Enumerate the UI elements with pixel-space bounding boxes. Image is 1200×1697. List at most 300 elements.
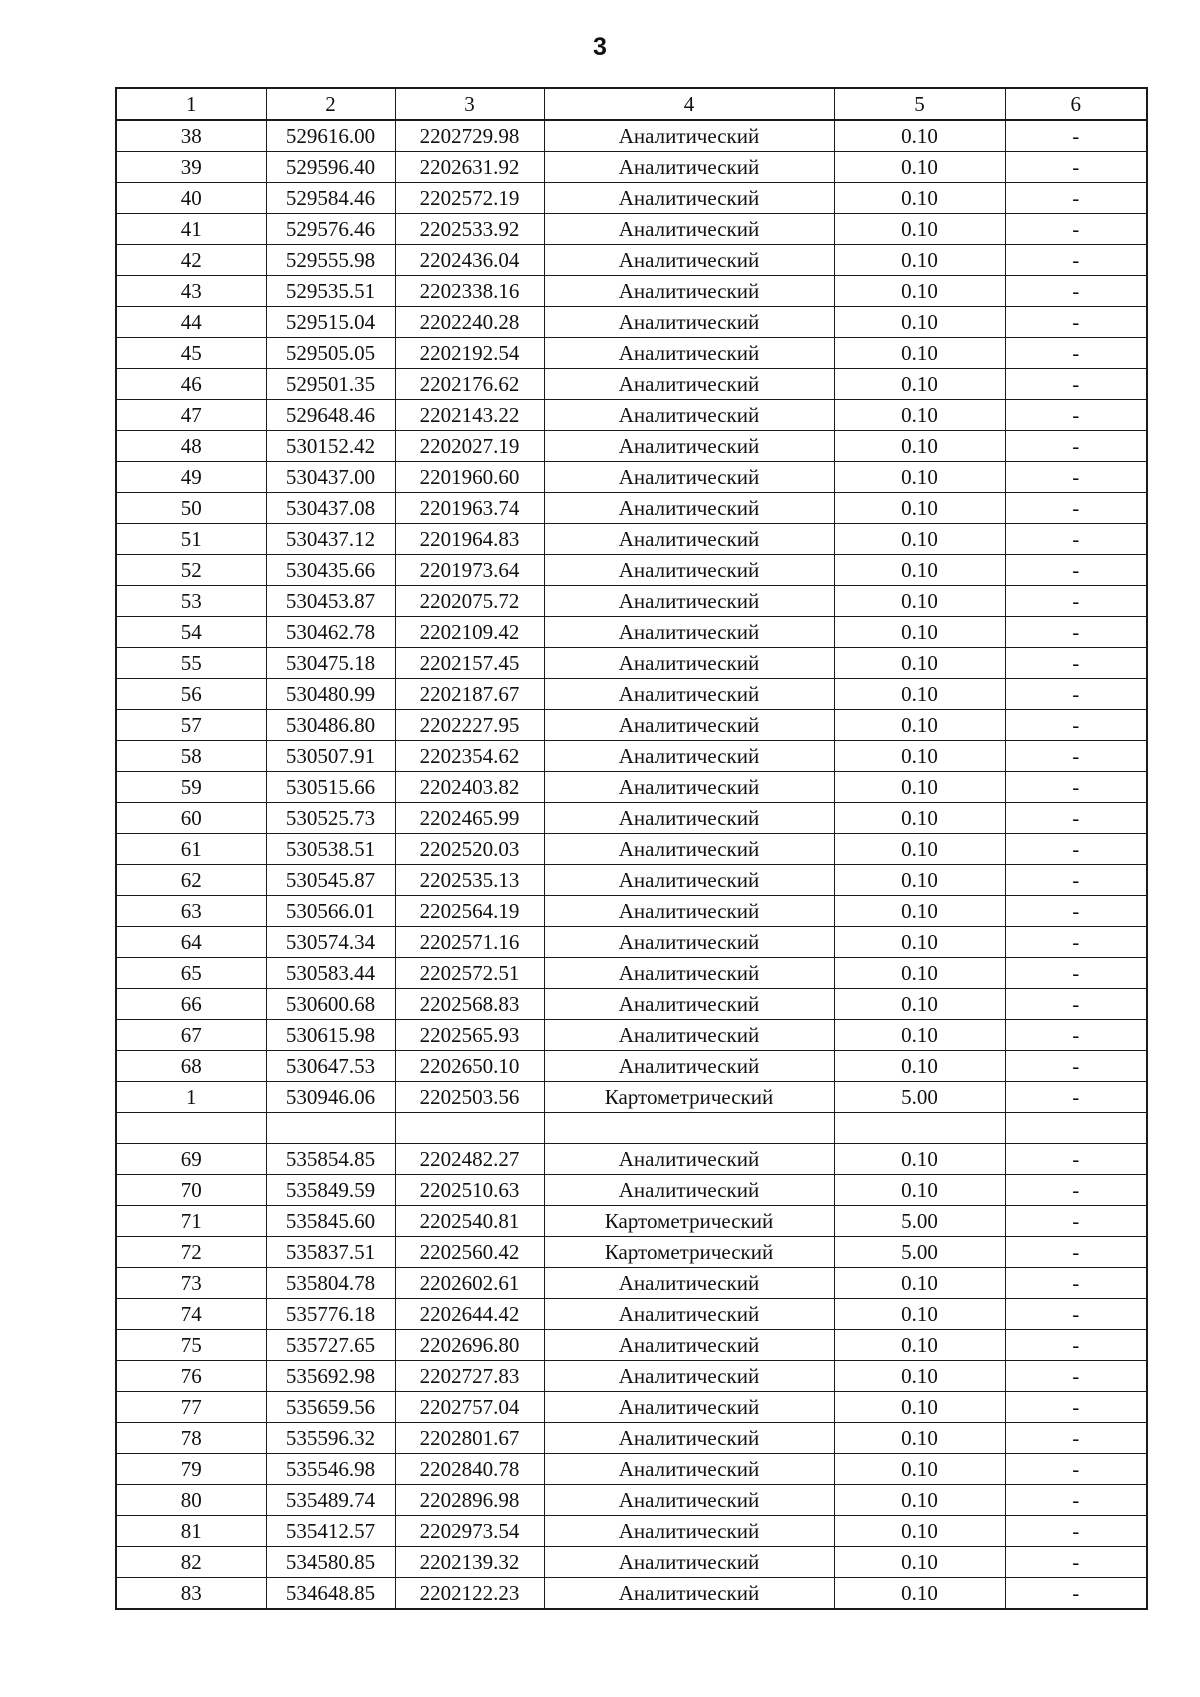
y-coordinate-cell: 2201964.83 bbox=[395, 524, 544, 555]
method-cell: Аналитический bbox=[544, 245, 834, 276]
table-row bbox=[116, 617, 1147, 648]
y-coordinate-cell: 2202143.22 bbox=[395, 400, 544, 431]
note-cell: - bbox=[1005, 958, 1147, 989]
point-number-cell: 60 bbox=[116, 803, 266, 834]
note-cell: - bbox=[1005, 1578, 1147, 1610]
column-header: 3 bbox=[395, 88, 544, 120]
table-row bbox=[116, 586, 1147, 617]
y-coordinate-cell: 2202338.16 bbox=[395, 276, 544, 307]
point-number-cell: 58 bbox=[116, 741, 266, 772]
point-number-cell: 64 bbox=[116, 927, 266, 958]
table-row bbox=[116, 896, 1147, 927]
point-number-cell: 75 bbox=[116, 1330, 266, 1361]
x-coordinate-cell: 534648.85 bbox=[266, 1578, 395, 1610]
accuracy-cell: 0.10 bbox=[834, 1175, 1005, 1206]
accuracy-cell: 0.10 bbox=[834, 741, 1005, 772]
accuracy-cell: 0.10 bbox=[834, 120, 1005, 152]
x-coordinate-cell: 535837.51 bbox=[266, 1237, 395, 1268]
table-row bbox=[116, 1485, 1147, 1516]
table-row bbox=[116, 245, 1147, 276]
accuracy-cell: 0.10 bbox=[834, 1144, 1005, 1175]
accuracy-cell bbox=[834, 1113, 1005, 1144]
table-row bbox=[116, 214, 1147, 245]
point-number-cell: 81 bbox=[116, 1516, 266, 1547]
note-cell: - bbox=[1005, 803, 1147, 834]
table-row bbox=[116, 1237, 1147, 1268]
y-coordinate-cell bbox=[395, 1113, 544, 1144]
x-coordinate-cell bbox=[266, 1113, 395, 1144]
x-coordinate-cell: 535489.74 bbox=[266, 1485, 395, 1516]
method-cell: Аналитический bbox=[544, 896, 834, 927]
x-coordinate-cell: 530600.68 bbox=[266, 989, 395, 1020]
method-cell: Аналитический bbox=[544, 865, 834, 896]
accuracy-cell: 0.10 bbox=[834, 431, 1005, 462]
table-row bbox=[116, 1144, 1147, 1175]
method-cell: Аналитический bbox=[544, 555, 834, 586]
point-number-cell: 63 bbox=[116, 896, 266, 927]
point-number-cell: 80 bbox=[116, 1485, 266, 1516]
method-cell: Аналитический bbox=[544, 1330, 834, 1361]
column-header: 6 bbox=[1005, 88, 1147, 120]
note-cell: - bbox=[1005, 834, 1147, 865]
x-coordinate-cell: 535659.56 bbox=[266, 1392, 395, 1423]
accuracy-cell: 0.10 bbox=[834, 400, 1005, 431]
x-coordinate-cell: 530437.00 bbox=[266, 462, 395, 493]
method-cell: Аналитический bbox=[544, 1361, 834, 1392]
point-number-cell: 72 bbox=[116, 1237, 266, 1268]
note-cell: - bbox=[1005, 1268, 1147, 1299]
table-row bbox=[116, 1423, 1147, 1454]
table-row bbox=[116, 338, 1147, 369]
column-header: 1 bbox=[116, 88, 266, 120]
accuracy-cell: 5.00 bbox=[834, 1082, 1005, 1113]
point-number-cell: 73 bbox=[116, 1268, 266, 1299]
x-coordinate-cell: 530515.66 bbox=[266, 772, 395, 803]
note-cell: - bbox=[1005, 679, 1147, 710]
table-row bbox=[116, 834, 1147, 865]
note-cell: - bbox=[1005, 927, 1147, 958]
note-cell: - bbox=[1005, 493, 1147, 524]
y-coordinate-cell: 2202650.10 bbox=[395, 1051, 544, 1082]
x-coordinate-cell: 530435.66 bbox=[266, 555, 395, 586]
point-number-cell: 38 bbox=[116, 120, 266, 152]
table-row bbox=[116, 369, 1147, 400]
y-coordinate-cell: 2202729.98 bbox=[395, 120, 544, 152]
table-header-row bbox=[116, 88, 1147, 120]
y-coordinate-cell: 2202727.83 bbox=[395, 1361, 544, 1392]
method-cell: Аналитический bbox=[544, 1423, 834, 1454]
y-coordinate-cell: 2202240.28 bbox=[395, 307, 544, 338]
accuracy-cell: 0.10 bbox=[834, 1020, 1005, 1051]
note-cell: - bbox=[1005, 1237, 1147, 1268]
method-cell: Аналитический bbox=[544, 803, 834, 834]
y-coordinate-cell: 2202540.81 bbox=[395, 1206, 544, 1237]
note-cell: - bbox=[1005, 1330, 1147, 1361]
point-number-cell: 53 bbox=[116, 586, 266, 617]
y-coordinate-cell: 2202896.98 bbox=[395, 1485, 544, 1516]
x-coordinate-cell: 530647.53 bbox=[266, 1051, 395, 1082]
method-cell: Аналитический bbox=[544, 1547, 834, 1578]
note-cell: - bbox=[1005, 214, 1147, 245]
method-cell: Аналитический bbox=[544, 338, 834, 369]
method-cell: Аналитический bbox=[544, 307, 834, 338]
accuracy-cell: 0.10 bbox=[834, 1330, 1005, 1361]
x-coordinate-cell: 530453.87 bbox=[266, 586, 395, 617]
table-row bbox=[116, 1020, 1147, 1051]
y-coordinate-cell: 2202157.45 bbox=[395, 648, 544, 679]
note-cell: - bbox=[1005, 276, 1147, 307]
note-cell: - bbox=[1005, 1361, 1147, 1392]
table-row bbox=[116, 679, 1147, 710]
accuracy-cell: 0.10 bbox=[834, 183, 1005, 214]
method-cell: Аналитический bbox=[544, 431, 834, 462]
note-cell: - bbox=[1005, 1454, 1147, 1485]
y-coordinate-cell: 2202757.04 bbox=[395, 1392, 544, 1423]
x-coordinate-cell: 535727.65 bbox=[266, 1330, 395, 1361]
point-number-cell: 70 bbox=[116, 1175, 266, 1206]
x-coordinate-cell: 529505.05 bbox=[266, 338, 395, 369]
note-cell: - bbox=[1005, 400, 1147, 431]
accuracy-cell: 0.10 bbox=[834, 1392, 1005, 1423]
table-row bbox=[116, 183, 1147, 214]
y-coordinate-cell: 2202139.32 bbox=[395, 1547, 544, 1578]
method-cell: Аналитический bbox=[544, 834, 834, 865]
point-number-cell: 42 bbox=[116, 245, 266, 276]
accuracy-cell: 0.10 bbox=[834, 493, 1005, 524]
table-row bbox=[116, 710, 1147, 741]
y-coordinate-cell: 2202482.27 bbox=[395, 1144, 544, 1175]
note-cell: - bbox=[1005, 462, 1147, 493]
table-row bbox=[116, 431, 1147, 462]
table-row bbox=[116, 803, 1147, 834]
point-number-cell: 69 bbox=[116, 1144, 266, 1175]
accuracy-cell: 0.10 bbox=[834, 1361, 1005, 1392]
y-coordinate-cell: 2202840.78 bbox=[395, 1454, 544, 1485]
accuracy-cell: 0.10 bbox=[834, 462, 1005, 493]
accuracy-cell: 0.10 bbox=[834, 772, 1005, 803]
y-coordinate-cell: 2202571.16 bbox=[395, 927, 544, 958]
point-number-cell: 56 bbox=[116, 679, 266, 710]
method-cell: Аналитический bbox=[544, 400, 834, 431]
method-cell: Аналитический bbox=[544, 648, 834, 679]
x-coordinate-cell: 529535.51 bbox=[266, 276, 395, 307]
note-cell: - bbox=[1005, 245, 1147, 276]
x-coordinate-cell: 529616.00 bbox=[266, 120, 395, 152]
column-header: 2 bbox=[266, 88, 395, 120]
accuracy-cell: 0.10 bbox=[834, 896, 1005, 927]
point-number-cell: 57 bbox=[116, 710, 266, 741]
note-cell: - bbox=[1005, 741, 1147, 772]
table-row bbox=[116, 1268, 1147, 1299]
point-number-cell: 54 bbox=[116, 617, 266, 648]
table-row bbox=[116, 1547, 1147, 1578]
y-coordinate-cell: 2201960.60 bbox=[395, 462, 544, 493]
table-row bbox=[116, 1082, 1147, 1113]
y-coordinate-cell: 2202465.99 bbox=[395, 803, 544, 834]
table-row bbox=[116, 958, 1147, 989]
point-number-cell: 67 bbox=[116, 1020, 266, 1051]
y-coordinate-cell: 2202109.42 bbox=[395, 617, 544, 648]
table-row bbox=[116, 493, 1147, 524]
method-cell: Аналитический bbox=[544, 524, 834, 555]
point-number-cell: 46 bbox=[116, 369, 266, 400]
accuracy-cell: 0.10 bbox=[834, 989, 1005, 1020]
table-row bbox=[116, 1113, 1147, 1144]
accuracy-cell: 0.10 bbox=[834, 369, 1005, 400]
method-cell: Аналитический bbox=[544, 1392, 834, 1423]
point-number-cell: 76 bbox=[116, 1361, 266, 1392]
method-cell: Аналитический bbox=[544, 1299, 834, 1330]
note-cell: - bbox=[1005, 1485, 1147, 1516]
y-coordinate-cell: 2202122.23 bbox=[395, 1578, 544, 1610]
note-cell: - bbox=[1005, 1206, 1147, 1237]
note-cell: - bbox=[1005, 1144, 1147, 1175]
table-row bbox=[116, 307, 1147, 338]
y-coordinate-cell: 2201973.64 bbox=[395, 555, 544, 586]
y-coordinate-cell: 2202568.83 bbox=[395, 989, 544, 1020]
method-cell: Аналитический bbox=[544, 1020, 834, 1051]
accuracy-cell: 0.10 bbox=[834, 307, 1005, 338]
method-cell: Аналитический bbox=[544, 1144, 834, 1175]
x-coordinate-cell: 535412.57 bbox=[266, 1516, 395, 1547]
note-cell: - bbox=[1005, 183, 1147, 214]
table-row bbox=[116, 1361, 1147, 1392]
accuracy-cell: 0.10 bbox=[834, 1547, 1005, 1578]
accuracy-cell: 0.10 bbox=[834, 214, 1005, 245]
note-cell: - bbox=[1005, 710, 1147, 741]
accuracy-cell: 0.10 bbox=[834, 524, 1005, 555]
y-coordinate-cell: 2202436.04 bbox=[395, 245, 544, 276]
point-number-cell: 79 bbox=[116, 1454, 266, 1485]
x-coordinate-cell: 530525.73 bbox=[266, 803, 395, 834]
table-row bbox=[116, 152, 1147, 183]
method-cell: Картометрический bbox=[544, 1237, 834, 1268]
x-coordinate-cell: 529648.46 bbox=[266, 400, 395, 431]
note-cell: - bbox=[1005, 648, 1147, 679]
accuracy-cell: 0.10 bbox=[834, 1578, 1005, 1610]
y-coordinate-cell: 2202644.42 bbox=[395, 1299, 544, 1330]
table-row bbox=[116, 741, 1147, 772]
method-cell: Аналитический bbox=[544, 120, 834, 152]
accuracy-cell: 0.10 bbox=[834, 1051, 1005, 1082]
note-cell: - bbox=[1005, 586, 1147, 617]
note-cell bbox=[1005, 1113, 1147, 1144]
method-cell: Аналитический bbox=[544, 462, 834, 493]
method-cell: Картометрический bbox=[544, 1206, 834, 1237]
x-coordinate-cell: 530462.78 bbox=[266, 617, 395, 648]
note-cell: - bbox=[1005, 524, 1147, 555]
y-coordinate-cell: 2202403.82 bbox=[395, 772, 544, 803]
point-number-cell: 65 bbox=[116, 958, 266, 989]
page-number: 3 bbox=[593, 33, 607, 61]
method-cell bbox=[544, 1113, 834, 1144]
x-coordinate-cell: 530566.01 bbox=[266, 896, 395, 927]
x-coordinate-cell: 535849.59 bbox=[266, 1175, 395, 1206]
point-number-cell: 44 bbox=[116, 307, 266, 338]
x-coordinate-cell: 530507.91 bbox=[266, 741, 395, 772]
x-coordinate-cell: 534580.85 bbox=[266, 1547, 395, 1578]
x-coordinate-cell: 529584.46 bbox=[266, 183, 395, 214]
x-coordinate-cell: 530545.87 bbox=[266, 865, 395, 896]
point-number-cell: 68 bbox=[116, 1051, 266, 1082]
method-cell: Аналитический bbox=[544, 586, 834, 617]
note-cell: - bbox=[1005, 307, 1147, 338]
note-cell: - bbox=[1005, 1516, 1147, 1547]
method-cell: Аналитический bbox=[544, 1175, 834, 1206]
point-number-cell: 47 bbox=[116, 400, 266, 431]
point-number-cell: 77 bbox=[116, 1392, 266, 1423]
accuracy-cell: 0.10 bbox=[834, 958, 1005, 989]
method-cell: Аналитический bbox=[544, 1516, 834, 1547]
method-cell: Аналитический bbox=[544, 1051, 834, 1082]
method-cell: Аналитический bbox=[544, 958, 834, 989]
note-cell: - bbox=[1005, 555, 1147, 586]
y-coordinate-cell: 2202027.19 bbox=[395, 431, 544, 462]
table-row bbox=[116, 555, 1147, 586]
table-row bbox=[116, 1299, 1147, 1330]
point-number-cell: 39 bbox=[116, 152, 266, 183]
y-coordinate-cell: 2202572.51 bbox=[395, 958, 544, 989]
x-coordinate-cell: 535776.18 bbox=[266, 1299, 395, 1330]
accuracy-cell: 0.10 bbox=[834, 865, 1005, 896]
x-coordinate-cell: 530574.34 bbox=[266, 927, 395, 958]
y-coordinate-cell: 2202602.61 bbox=[395, 1268, 544, 1299]
note-cell: - bbox=[1005, 338, 1147, 369]
note-cell: - bbox=[1005, 152, 1147, 183]
method-cell: Аналитический bbox=[544, 617, 834, 648]
method-cell: Картометрический bbox=[544, 1082, 834, 1113]
point-number-cell: 52 bbox=[116, 555, 266, 586]
accuracy-cell: 0.10 bbox=[834, 679, 1005, 710]
method-cell: Аналитический bbox=[544, 369, 834, 400]
point-number-cell: 43 bbox=[116, 276, 266, 307]
accuracy-cell: 5.00 bbox=[834, 1237, 1005, 1268]
x-coordinate-cell: 535596.32 bbox=[266, 1423, 395, 1454]
method-cell: Аналитический bbox=[544, 1485, 834, 1516]
accuracy-cell: 0.10 bbox=[834, 834, 1005, 865]
point-number-cell: 83 bbox=[116, 1578, 266, 1610]
point-number-cell: 66 bbox=[116, 989, 266, 1020]
table-row bbox=[116, 989, 1147, 1020]
x-coordinate-cell: 530480.99 bbox=[266, 679, 395, 710]
table-row bbox=[116, 927, 1147, 958]
table-row bbox=[116, 1175, 1147, 1206]
point-number-cell: 82 bbox=[116, 1547, 266, 1578]
x-coordinate-cell: 529501.35 bbox=[266, 369, 395, 400]
table-row bbox=[116, 1578, 1147, 1610]
x-coordinate-cell: 529555.98 bbox=[266, 245, 395, 276]
note-cell: - bbox=[1005, 1547, 1147, 1578]
y-coordinate-cell: 2202227.95 bbox=[395, 710, 544, 741]
accuracy-cell: 0.10 bbox=[834, 245, 1005, 276]
x-coordinate-cell: 530615.98 bbox=[266, 1020, 395, 1051]
table-row bbox=[116, 1051, 1147, 1082]
accuracy-cell: 0.10 bbox=[834, 1268, 1005, 1299]
table-row bbox=[116, 865, 1147, 896]
note-cell: - bbox=[1005, 896, 1147, 927]
point-number-cell: 78 bbox=[116, 1423, 266, 1454]
accuracy-cell: 0.10 bbox=[834, 1454, 1005, 1485]
y-coordinate-cell: 2202187.67 bbox=[395, 679, 544, 710]
point-number-cell: 45 bbox=[116, 338, 266, 369]
y-coordinate-cell: 2202572.19 bbox=[395, 183, 544, 214]
table-row bbox=[116, 1330, 1147, 1361]
coordinates-table bbox=[115, 87, 1148, 1610]
note-cell: - bbox=[1005, 369, 1147, 400]
table-row bbox=[116, 1392, 1147, 1423]
point-number-cell: 49 bbox=[116, 462, 266, 493]
point-number-cell: 1 bbox=[116, 1082, 266, 1113]
x-coordinate-cell: 530486.80 bbox=[266, 710, 395, 741]
point-number-cell: 41 bbox=[116, 214, 266, 245]
note-cell: - bbox=[1005, 1020, 1147, 1051]
table-row bbox=[116, 648, 1147, 679]
method-cell: Аналитический bbox=[544, 493, 834, 524]
x-coordinate-cell: 535692.98 bbox=[266, 1361, 395, 1392]
note-cell: - bbox=[1005, 1051, 1147, 1082]
method-cell: Аналитический bbox=[544, 772, 834, 803]
accuracy-cell: 0.10 bbox=[834, 586, 1005, 617]
accuracy-cell: 0.10 bbox=[834, 1423, 1005, 1454]
table-row bbox=[116, 772, 1147, 803]
y-coordinate-cell: 2202510.63 bbox=[395, 1175, 544, 1206]
accuracy-cell: 0.10 bbox=[834, 710, 1005, 741]
point-number-cell: 62 bbox=[116, 865, 266, 896]
y-coordinate-cell: 2202801.67 bbox=[395, 1423, 544, 1454]
y-coordinate-cell: 2202503.56 bbox=[395, 1082, 544, 1113]
x-coordinate-cell: 535546.98 bbox=[266, 1454, 395, 1485]
method-cell: Аналитический bbox=[544, 1454, 834, 1485]
accuracy-cell: 0.10 bbox=[834, 555, 1005, 586]
table-row bbox=[116, 120, 1147, 152]
x-coordinate-cell: 535854.85 bbox=[266, 1144, 395, 1175]
note-cell: - bbox=[1005, 1175, 1147, 1206]
method-cell: Аналитический bbox=[544, 989, 834, 1020]
note-cell: - bbox=[1005, 989, 1147, 1020]
method-cell: Аналитический bbox=[544, 183, 834, 214]
y-coordinate-cell: 2202354.62 bbox=[395, 741, 544, 772]
y-coordinate-cell: 2202560.42 bbox=[395, 1237, 544, 1268]
x-coordinate-cell: 530538.51 bbox=[266, 834, 395, 865]
note-cell: - bbox=[1005, 1423, 1147, 1454]
accuracy-cell: 0.10 bbox=[834, 1485, 1005, 1516]
accuracy-cell: 0.10 bbox=[834, 617, 1005, 648]
note-cell: - bbox=[1005, 1392, 1147, 1423]
table-row bbox=[116, 400, 1147, 431]
table-row bbox=[116, 1454, 1147, 1485]
point-number-cell: 59 bbox=[116, 772, 266, 803]
accuracy-cell: 0.10 bbox=[834, 927, 1005, 958]
x-coordinate-cell: 530946.06 bbox=[266, 1082, 395, 1113]
y-coordinate-cell: 2202535.13 bbox=[395, 865, 544, 896]
y-coordinate-cell: 2202631.92 bbox=[395, 152, 544, 183]
x-coordinate-cell: 535804.78 bbox=[266, 1268, 395, 1299]
note-cell: - bbox=[1005, 617, 1147, 648]
accuracy-cell: 0.10 bbox=[834, 1516, 1005, 1547]
y-coordinate-cell: 2202520.03 bbox=[395, 834, 544, 865]
y-coordinate-cell: 2202192.54 bbox=[395, 338, 544, 369]
method-cell: Аналитический bbox=[544, 710, 834, 741]
note-cell: - bbox=[1005, 1299, 1147, 1330]
table-row bbox=[116, 462, 1147, 493]
accuracy-cell: 0.10 bbox=[834, 803, 1005, 834]
method-cell: Аналитический bbox=[544, 927, 834, 958]
point-number-cell: 55 bbox=[116, 648, 266, 679]
accuracy-cell: 0.10 bbox=[834, 648, 1005, 679]
accuracy-cell: 5.00 bbox=[834, 1206, 1005, 1237]
point-number-cell: 71 bbox=[116, 1206, 266, 1237]
table-row bbox=[116, 1206, 1147, 1237]
